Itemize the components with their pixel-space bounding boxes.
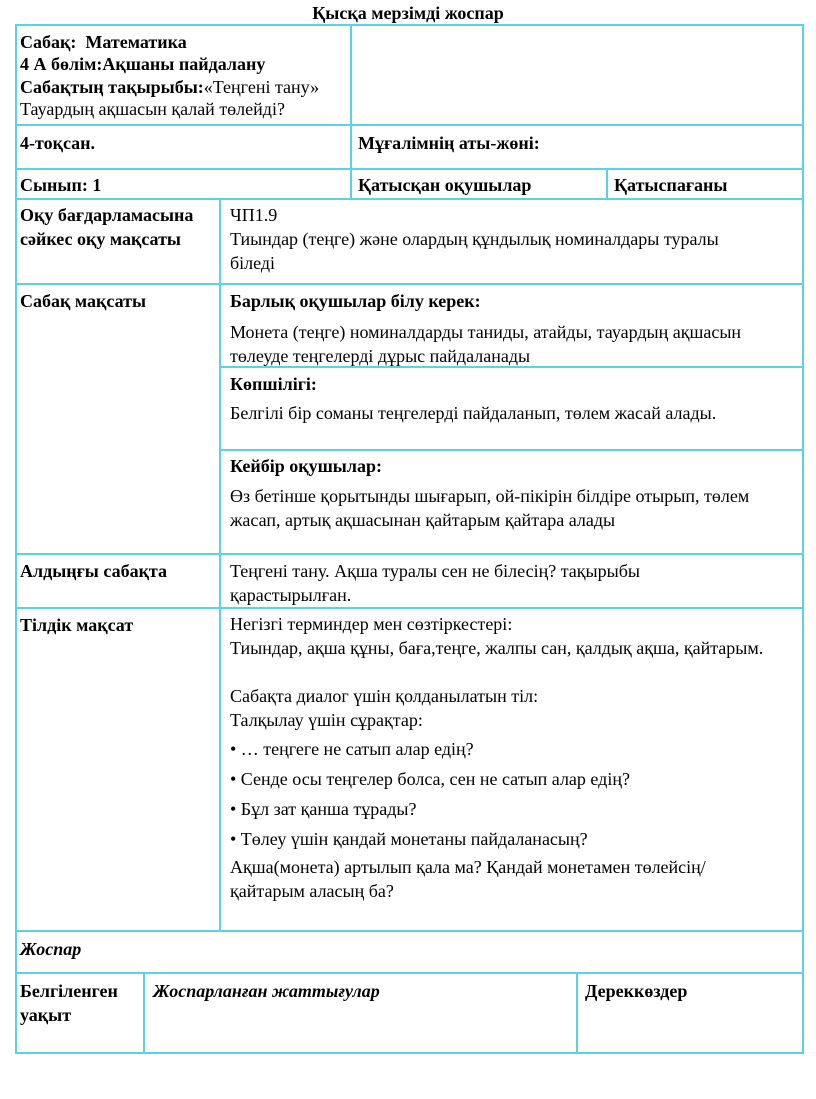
learning-goals-code: ЧП1.9: [230, 205, 278, 225]
section-line: 4 А бөлім:Ақшаны пайдалану: [20, 54, 266, 74]
col-divider: [576, 972, 578, 1054]
question-bullet: • Бұл зат қанша тұрады?: [230, 799, 417, 819]
all-students-text: Монета (теңге) номиналдарды таниды, атайды, тауардың ақшасын төлеуде теңгелерді дұрыс пайдаланады: [230, 322, 742, 366]
some-students-text: Өз бетінше қорытынды шығарып, ой-пікірін білдіре отырып, төлем жасап, артық ақшасынан қайтарым қайтара алады: [230, 486, 750, 530]
question-bullet: • Төлеу үшін қандай монетаны пайдаланасың?: [230, 829, 588, 849]
row-divider: [15, 553, 804, 555]
col-divider: [219, 198, 221, 932]
lesson-goals-label: Сабақ мақсаты: [20, 291, 147, 311]
row-divider: [15, 198, 804, 200]
topic-value: «Теңгені тану»: [203, 77, 320, 97]
dialog-heading: Сабақта диалог үшін қолданылатын тіл:: [230, 686, 539, 706]
plan-heading: Жоспар: [20, 939, 82, 959]
col-divider: [143, 972, 145, 1054]
row-divider: [15, 124, 804, 126]
row-divider: [15, 168, 804, 170]
present-students-label: Қатысқан оқушылар: [358, 175, 532, 195]
subject-value: Математика: [85, 32, 187, 52]
row-divider: [15, 283, 804, 285]
class-label: Сынып: 1: [20, 175, 102, 195]
previous-lesson-text: Теңгені тану. Ақша туралы сен не білесің? тақырыбы қарастырылған.: [230, 561, 640, 605]
learning-goals-text: Тиындар (теңге) және олардың құндылық номиналдары туралы біледі: [230, 229, 719, 273]
col-divider: [606, 168, 608, 200]
most-students-text: Белгілі бір соманы теңгелерді пайдаланып, төлем жасай алады.: [230, 403, 717, 423]
language-goal-label: Тілдік мақсат: [20, 615, 134, 635]
absent-students-label: Қатыспағаны: [614, 175, 728, 195]
question-bullet: • Сенде осы теңгелер болса, сен не сатып алар едің?: [230, 769, 630, 789]
all-students-heading: Барлық оқушылар білу керек:: [230, 291, 481, 311]
topic-line: [20, 76, 319, 98]
most-students-heading: Көпшілігі:: [230, 374, 317, 394]
subject-line: [20, 31, 187, 53]
row-divider: [15, 972, 804, 974]
topic-label: Сабақтың тақырыбы:: [20, 77, 204, 97]
time-column-header: Белгіленген уақыт: [20, 981, 118, 1025]
row-divider: [221, 449, 804, 451]
row-divider: [15, 930, 804, 932]
terms-text: Тиындар, ақша құны, баға,теңге, жалпы сан, қалдық ақша, қайтарым.: [230, 638, 764, 658]
quarter-label: 4-тоқсан.: [20, 133, 96, 153]
document-title: Қысқа мерзімді жоспар: [312, 3, 504, 23]
terms-heading: Негізгі терминдер мен сөзтіркестері:: [230, 614, 513, 634]
resources-column-header: Дереккөздер: [585, 981, 688, 1001]
row-divider: [15, 607, 804, 609]
question-bullet: • … теңгеге не сатып алар едің?: [230, 739, 474, 759]
questions-heading: Талқылау үшін сұрақтар:: [230, 710, 423, 730]
some-students-heading: Кейбір оқушылар:: [230, 456, 382, 476]
learning-goals-label: Оқу бағдарламасына сәйкес оқу мақсаты: [20, 205, 194, 249]
previous-lesson-label: Алдыңғы сабақта: [20, 561, 167, 581]
activities-column-header: Жоспарланған жаттығулар: [153, 981, 380, 1001]
subject-label: Сабақ:: [20, 32, 77, 52]
col-divider: [350, 24, 352, 200]
closing-question: Ақша(монета) артылып қала ма? Қандай монетамен төлейсің/ қайтарым аласың ба?: [230, 857, 706, 901]
topic-subtitle: Тауардың ақшасын қалай төлейді?: [20, 99, 285, 119]
teacher-label: Мұғалімнің аты-жөні:: [358, 133, 540, 153]
